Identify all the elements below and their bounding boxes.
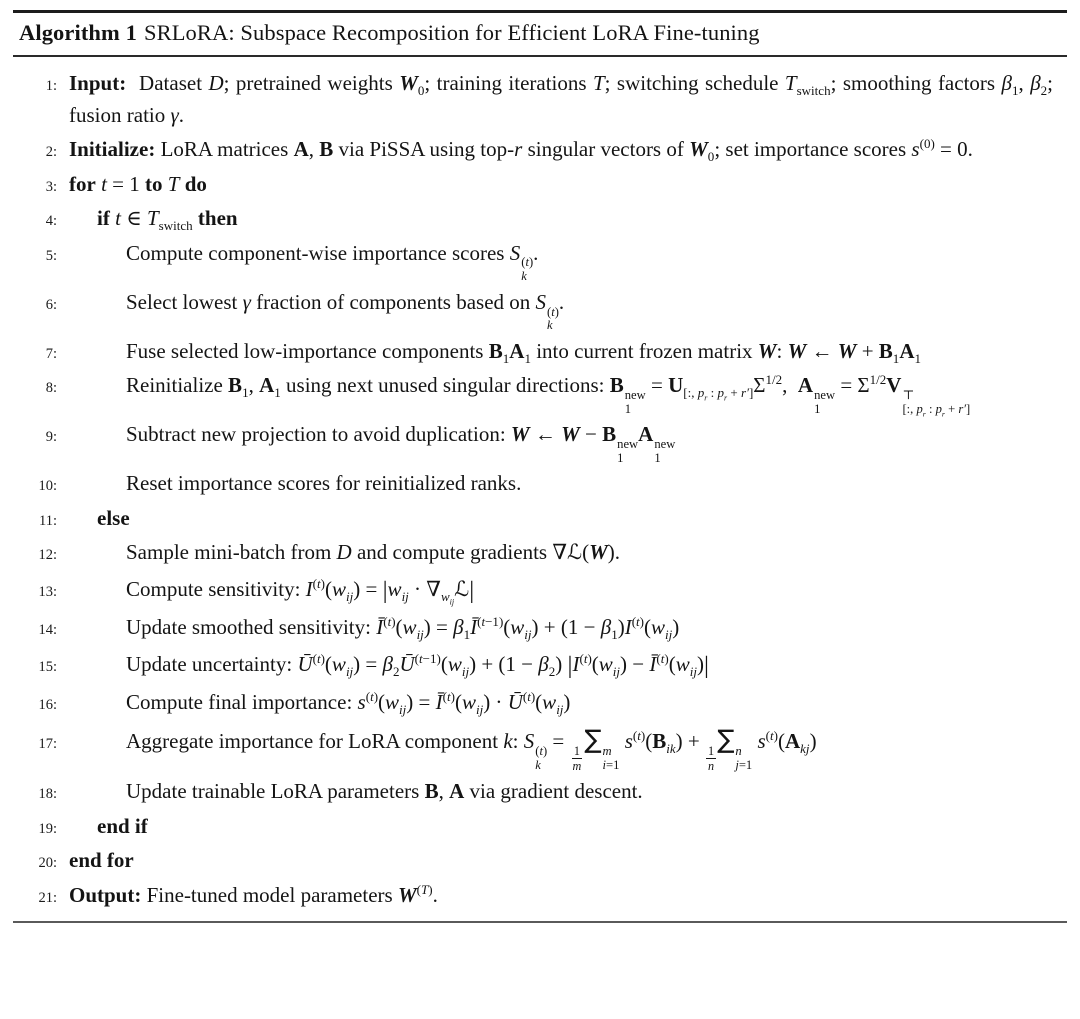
algorithm-line-16 — [13, 687, 1053, 719]
line-number: 18: — [38, 786, 57, 802]
line-content: Reinitialize $B_1$, $A_1$ using next unused singular directions: B new 1 = $U_{[:, p_r : p_r + r']}\Sigma^{1/2}$, A new 1 = $\Sigma^{1/2}V$ ⊤ [:, $p_r$ : $p_r + r'$] — [126, 372, 971, 419]
algorithm-line-15 — [13, 647, 1053, 684]
line-content: Sample mini-batch from D and compute gradients ∇ℒ(W). — [126, 540, 621, 565]
line-number: 17: — [38, 736, 57, 753]
line-content: Compute component-wise importance scores S (t) k . — [126, 240, 539, 284]
algorithm-line-1 — [13, 68, 1053, 131]
line-content: Fuse selected low-importance components $B_1A_1$ into current frozen matrix W: W ← $W + B_1A_1$ — [126, 338, 921, 366]
algorithm-line-19 — [13, 811, 1053, 843]
algorithm-line-7 — [13, 336, 1053, 368]
algorithm-line-11 — [13, 503, 1053, 535]
line-content: Update trainable LoRA parameters B, A via gradient descent. — [126, 779, 643, 803]
algorithm-line-18 — [13, 776, 1053, 808]
algorithm-line-20 — [13, 845, 1053, 877]
line-content: Output: Fine-tuned model parameters $W^{(T)}$. — [69, 881, 438, 907]
line-number: 1: — [45, 78, 57, 94]
line-content: Reset importance scores for reinitialized ranks. — [126, 471, 522, 496]
algorithm-label: Algorithm 1 — [19, 20, 137, 45]
algorithm-line-13 — [13, 572, 1053, 609]
line-content: end if — [97, 813, 148, 838]
line-number: 13: — [38, 583, 57, 600]
line-number: 16: — [38, 696, 57, 713]
line-number: 19: — [38, 820, 57, 837]
algorithm-line-10 — [13, 468, 1053, 500]
line-number: 10: — [38, 478, 57, 495]
algorithm-body — [13, 57, 1067, 911]
algorithm-line-8 — [13, 370, 1053, 419]
line-content: Compute sensitivity: $I^{(t)}(w_{ij}) = |w_{ij}$ · $\nabla_{w_{ij}}ℒ|$ — [126, 575, 475, 607]
algorithm-line-9 — [13, 419, 1053, 465]
line-number: 5: — [45, 247, 57, 264]
algorithm-line-4 — [13, 203, 1053, 235]
line-content: Initialize: LoRA matrices A, B via PiSSA using top-r singular vectors of $W_0$; set importance scores $s^{(0)} = 0$. — [69, 136, 973, 165]
line-content: for t = 1 to T do — [69, 171, 207, 196]
algorithm-line-3 — [13, 169, 1053, 201]
line-number: 4: — [45, 213, 57, 229]
algorithm-line-2 — [13, 134, 1053, 166]
bottom-rule — [13, 921, 1067, 923]
line-number: 3: — [45, 178, 57, 195]
algorithm-caption — [13, 13, 1067, 55]
line-number: 20: — [38, 855, 57, 871]
algorithm-line-17 — [13, 721, 1053, 773]
line-content: Compute final importance: $s^{(t)}(w_{ij})$ = $Ī^{(t)}(w_{ij})$ · $Ū^{(t)}(w_{ij})$ — [126, 688, 571, 717]
algorithm-title: SRLoRA: Subspace Recomposition for Efficient LoRA Fine-tuning — [143, 20, 760, 45]
line-number: 8: — [45, 380, 57, 397]
line-content: end for — [69, 848, 134, 872]
line-number: 21: — [38, 889, 57, 906]
algorithm-line-12 — [13, 537, 1053, 569]
line-number: 7: — [45, 345, 57, 362]
algorithm-line-14 — [13, 612, 1053, 644]
line-content: Subtract new projection to avoid duplication: W ← W − B new 1 A new 1 — [126, 422, 676, 465]
algorithm-line-6 — [13, 287, 1053, 333]
line-number: 6: — [45, 296, 57, 313]
line-content: else — [97, 505, 130, 530]
algorithm-line-21 — [13, 880, 1053, 912]
line-content: Update uncertainty: $Ū^{(t)}(w_{ij})$ = $\beta_2Ū^{(t-1)}(w_{ij}) + (1 - \beta_2) |I^{(t)}(w_{ij})$ − $Ī^{(t)}(w_{ij})|$ — [126, 650, 709, 679]
line-content: if t ∈ $T_{switch}$ then — [97, 206, 238, 234]
line-number: 15: — [38, 658, 57, 675]
line-number: 2: — [45, 144, 57, 160]
algorithm-line-5 — [13, 238, 1053, 284]
line-content: Aggregate importance for LoRA component k: S (t) k = $\frac{1}{m}$ ∑ m i=1 $s^{(t)}(B_{ik})$ + $\frac{1}{n}$ ∑ n j=1 $s^{(t)}(A_{kj})$ — [126, 725, 817, 773]
line-number: 11: — [39, 512, 57, 529]
line-content: Select lowest γ fraction of components based on S (t) k . — [126, 289, 565, 333]
line-number: 9: — [45, 429, 57, 446]
line-content: Input: Dataset D; pretrained weights $W_0$; training iterations T; switching schedule $T_{switch}$; smoothing factors $\beta_1$, $\beta_2$; fusion ratio γ. — [69, 71, 1054, 127]
line-content: Update smoothed sensitivity: $Ī^{(t)}(w_{ij})$ = $\beta_1Ī^{(t-1)}(w_{ij}) + (1 - \beta_1)I^{(t)}(w_{ij})$ — [126, 614, 680, 643]
line-number: 14: — [38, 622, 57, 639]
line-number: 12: — [38, 547, 57, 564]
